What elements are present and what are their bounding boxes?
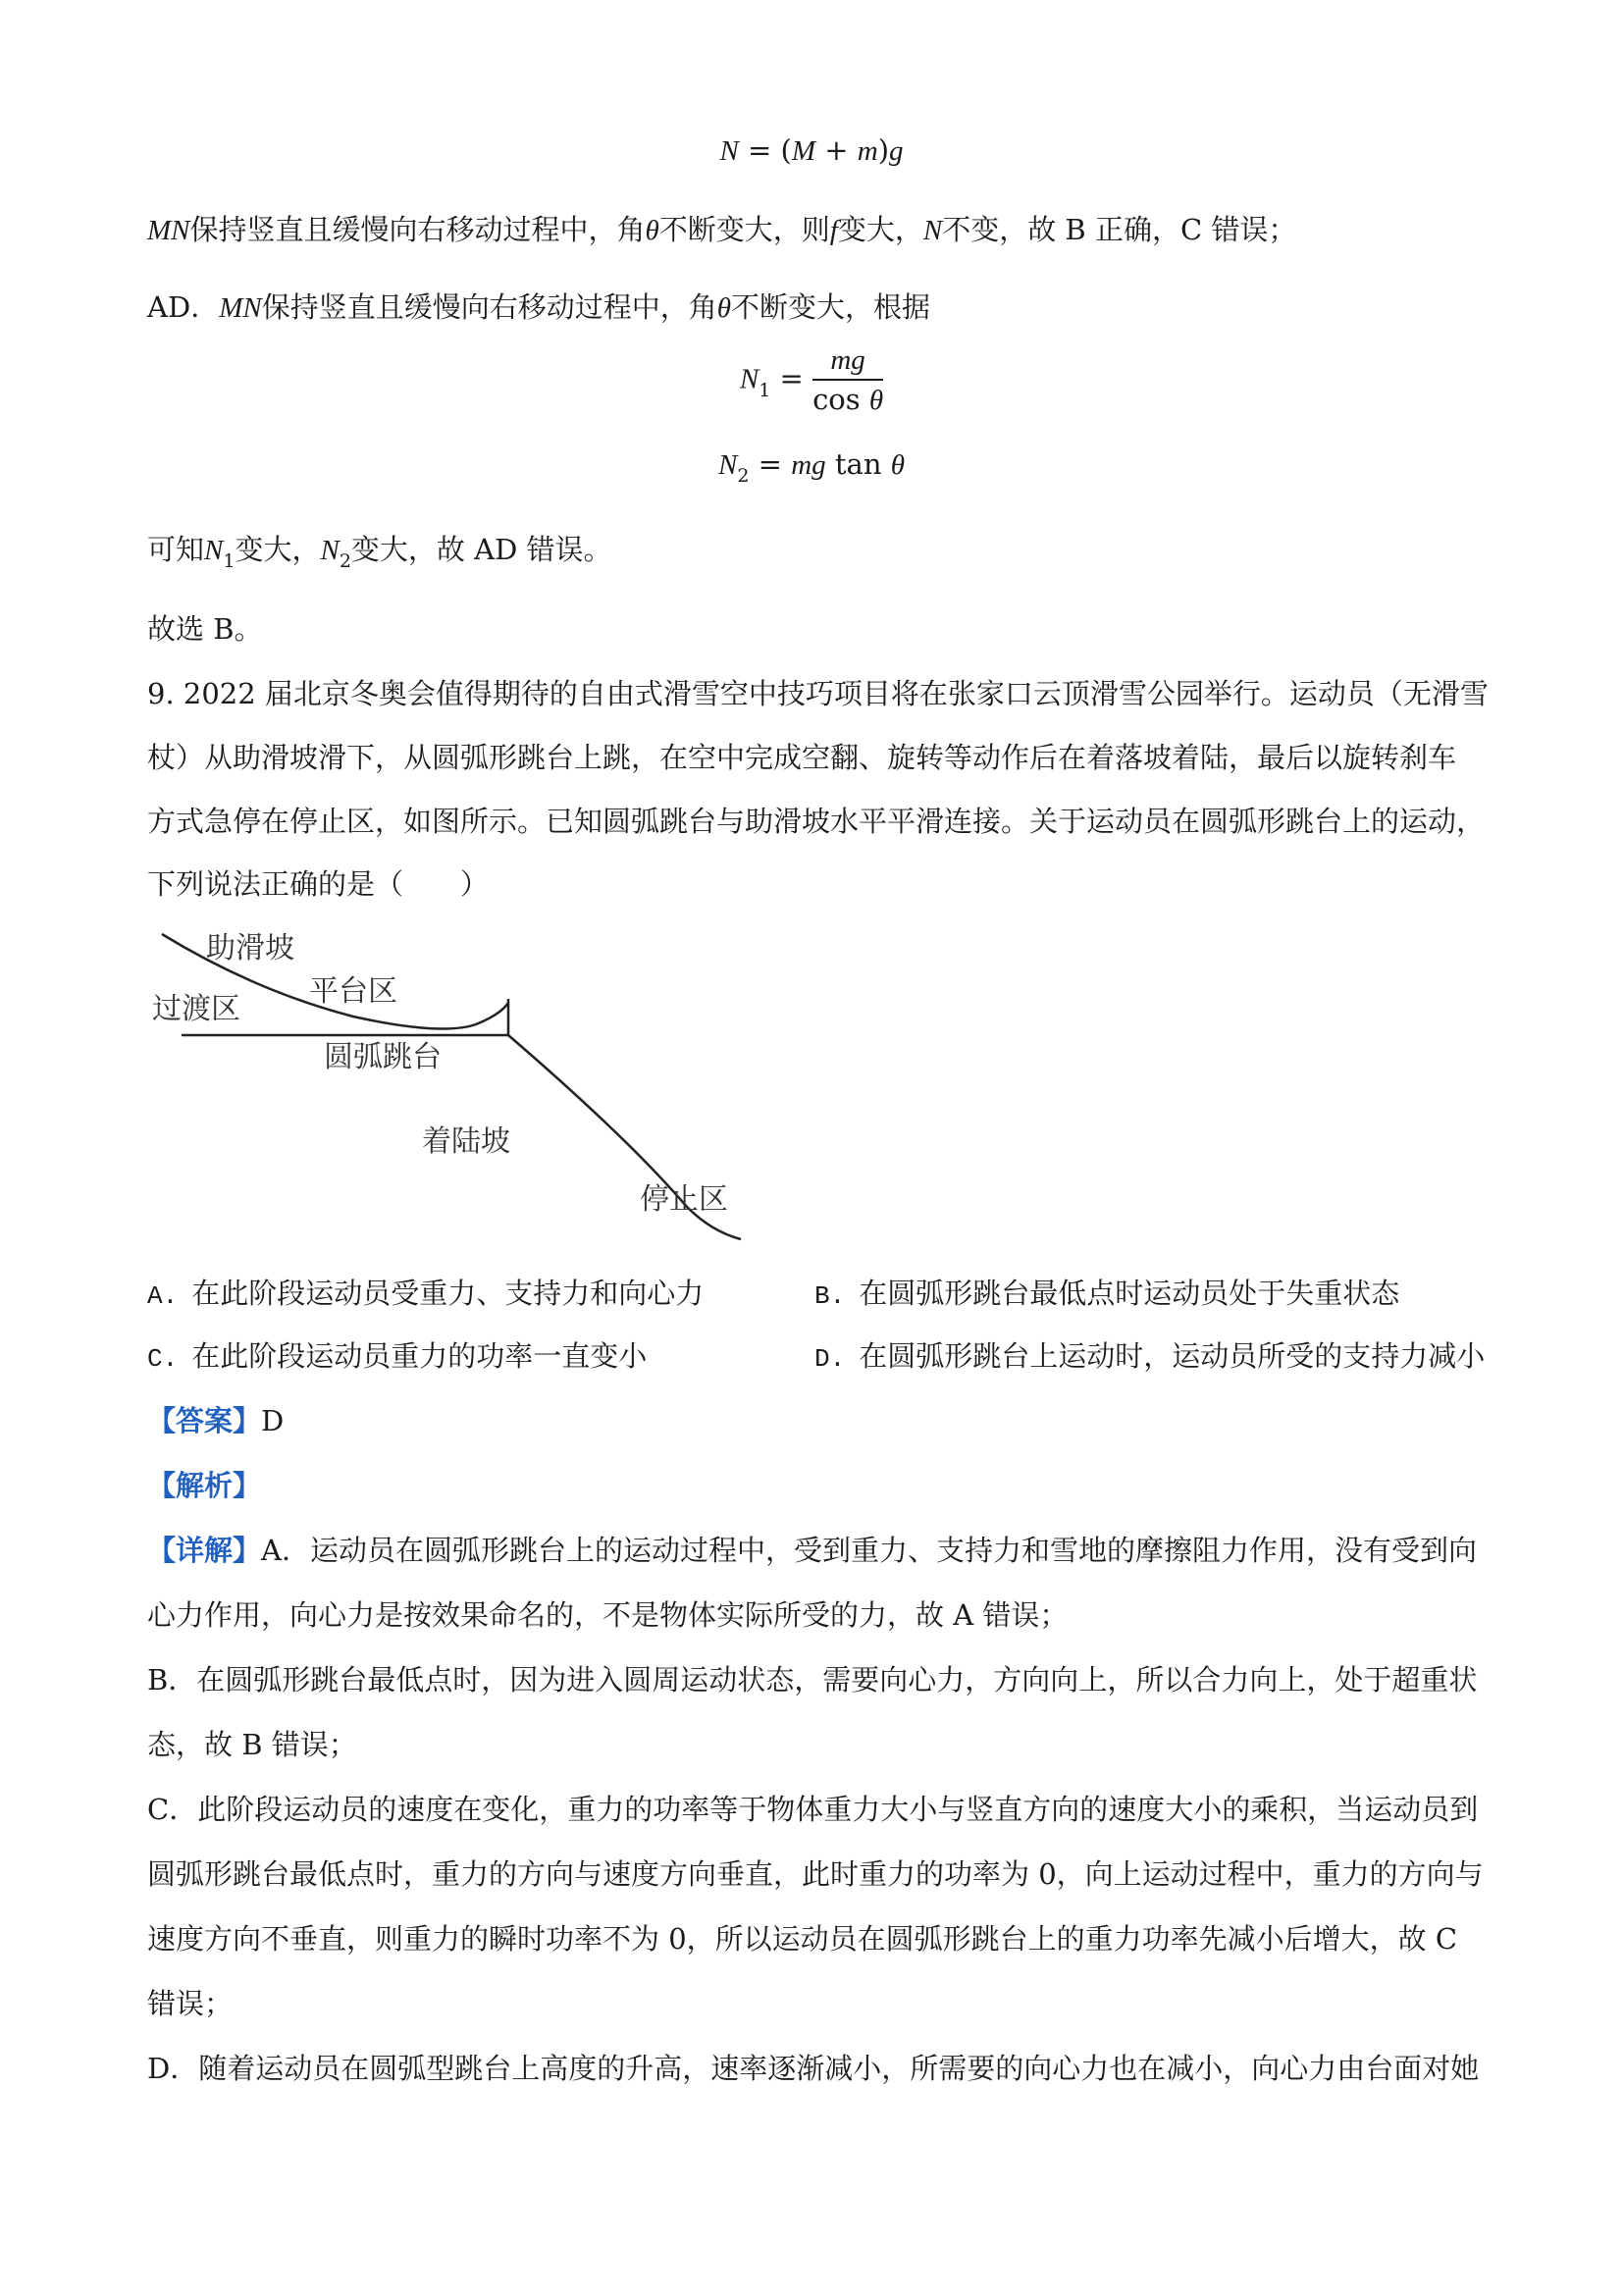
symbol-mn: MN [219,292,262,324]
text-span: 变大， [837,213,923,246]
option-text: 在此阶段运动员受重力、支持力和向心力 [191,1277,705,1310]
analysis-label [147,1466,1482,1505]
paragraph-ad-analysis [147,287,1482,328]
text-span: 变大，故 AD 错误。 [350,533,612,566]
option-prefix: AD． [147,290,220,324]
ski-jump-figure [137,913,765,1266]
eq-symbol: g [889,135,904,167]
option-tag: B. [814,1281,846,1311]
question-9-line-3: 方式急停在停止区，如图所示。已知圆弧跳台与助滑坡水平平滑连接。关于运动员在圆弧形跳台上的运动， [147,805,1486,838]
label-stop: 停止区 [640,1182,728,1217]
eq-operator: = [749,447,792,481]
detail-c-line-1: C．此阶段运动员的速度在变化，重力的功率等于物体重力大小与竖直方向的速度大小的乘积，当运动员到 [147,1793,1479,1826]
eq-symbol: N [739,363,759,395]
detail-c-line-4: 错误； [147,1987,234,2020]
eq-symbol: θ [890,449,905,481]
paragraph-mn-analysis [147,210,1482,250]
choose-b-text: 故选 B。 [147,612,263,646]
eq-symbol: θ [868,385,884,416]
question-9-line-2: 杖）从助滑坡滑下，从圆弧形跳台上跳，在空中完成空翻、旋转等动作后在着落坡着陆，最后以旋转刹车 [147,741,1457,774]
eq-symbol: N [718,449,738,481]
option-c [147,1336,647,1379]
eq-subscript: 1 [759,379,771,401]
analysis-heading: 【解析】 [147,1469,262,1502]
fraction [812,343,883,417]
fraction-denominator [812,381,883,417]
detail-b-line-2: 态，故 B 错误； [147,1728,357,1761]
question-9-line-1: 9. 2022 届北京冬奥会值得期待的自由式滑雪空中技巧项目将在张家口云顶滑雪公园举行。运动员（无滑雪 [147,677,1489,710]
detail-c-line-2: 圆弧形跳台最低点时，重力的方向与速度方向垂直，此时重力的功率为 0，向上运动过程中，重力的方向与 [147,1857,1484,1891]
eq-symbol: N [719,135,739,167]
paragraph-conclusion [147,530,1482,573]
text-span: 不断变大，根据 [730,290,930,324]
detail-label: 【详解】 [147,1534,262,1567]
symbol-n: N [320,535,340,566]
text-span: 可知 [147,533,205,566]
text-span: 保持竖直且缓慢向右移动过程中，角 [261,290,717,324]
label-transition: 过渡区 [152,992,240,1026]
text-span: A．运动员在圆弧形跳台上的运动过程中，受到重力、支持力和雪地的摩擦阻力作用，没有受到向 [261,1534,1477,1567]
symbol-theta: θ [716,292,731,324]
detail-b-line-1: B．在圆弧形跳台最低点时，因为进入圆周运动状态，需要向心力，方向向上，所以合力向上，处于超重状 [147,1663,1478,1696]
text-span: 不变，故 B 正确，C 错误； [942,213,1297,246]
eq-operator: ) [877,133,890,167]
equation-n1 [0,343,1623,417]
answer-label: 【答案】 [147,1404,262,1437]
question-9-line-4: 下列说法正确的是（ ） [147,867,490,901]
label-slope: 助滑坡 [206,931,294,965]
text-span: 保持竖直且缓慢向右移动过程中，角 [189,213,646,246]
symbol-f: f [829,215,838,246]
option-text: 在圆弧形跳台上运动时，运动员所受的支持力减小 [859,1339,1486,1373]
option-a [147,1274,704,1316]
option-tag: D. [814,1344,846,1374]
eq-symbol: mg [791,449,826,481]
option-text: 在此阶段运动员重力的功率一直变小 [191,1339,648,1373]
detail-c-line-3: 速度方向不垂直，则重力的瞬时功率不为 0，所以运动员在圆弧形跳台上的重力功率先减小后增大，故 C [147,1922,1458,1956]
eq-function: tan [825,447,891,481]
option-d [814,1336,1485,1379]
eq-function: cos [812,383,869,416]
option-b [814,1274,1399,1316]
equation-total-normal-force [0,130,1623,171]
eq-symbol: m [857,135,878,167]
eq-subscript: 2 [737,465,750,487]
text-span: 不断变大，则 [658,213,830,246]
detail-a-line-1 [147,1531,1482,1570]
symbol-n: N [204,535,224,566]
detail-d-line-1: D．随着运动员在圆弧型跳台上高度的升高，速率逐渐减小，所需要的向心力也在减小，向心力由台面对她 [147,2052,1480,2085]
symbol-mn: MN [147,215,190,246]
fraction-numerator: mg [812,343,883,381]
answer-value: D [261,1404,285,1437]
equation-n2 [0,444,1623,488]
eq-operator: = [770,361,813,395]
option-tag: A. [147,1281,179,1311]
eq-operator: = ( [738,133,792,167]
eq-operator: + [815,133,858,167]
label-landing: 着陆坡 [422,1124,510,1159]
text-span: 变大， [235,533,321,566]
option-text: 在圆弧形跳台最低点时运动员处于失重状态 [859,1277,1400,1310]
answer-line [147,1401,1482,1440]
subscript: 2 [339,550,351,572]
label-platform: 平台区 [309,974,397,1009]
symbol-n: N [922,215,943,246]
detail-a-line-2: 心力作用，向心力是按效果命名的，不是物体实际所受的力，故 A 错误； [147,1598,1069,1632]
symbol-theta: θ [645,215,659,246]
option-tag: C. [147,1344,179,1374]
label-arc-jump: 圆弧跳台 [324,1040,442,1074]
subscript: 1 [223,550,236,572]
eq-symbol: M [791,135,816,167]
